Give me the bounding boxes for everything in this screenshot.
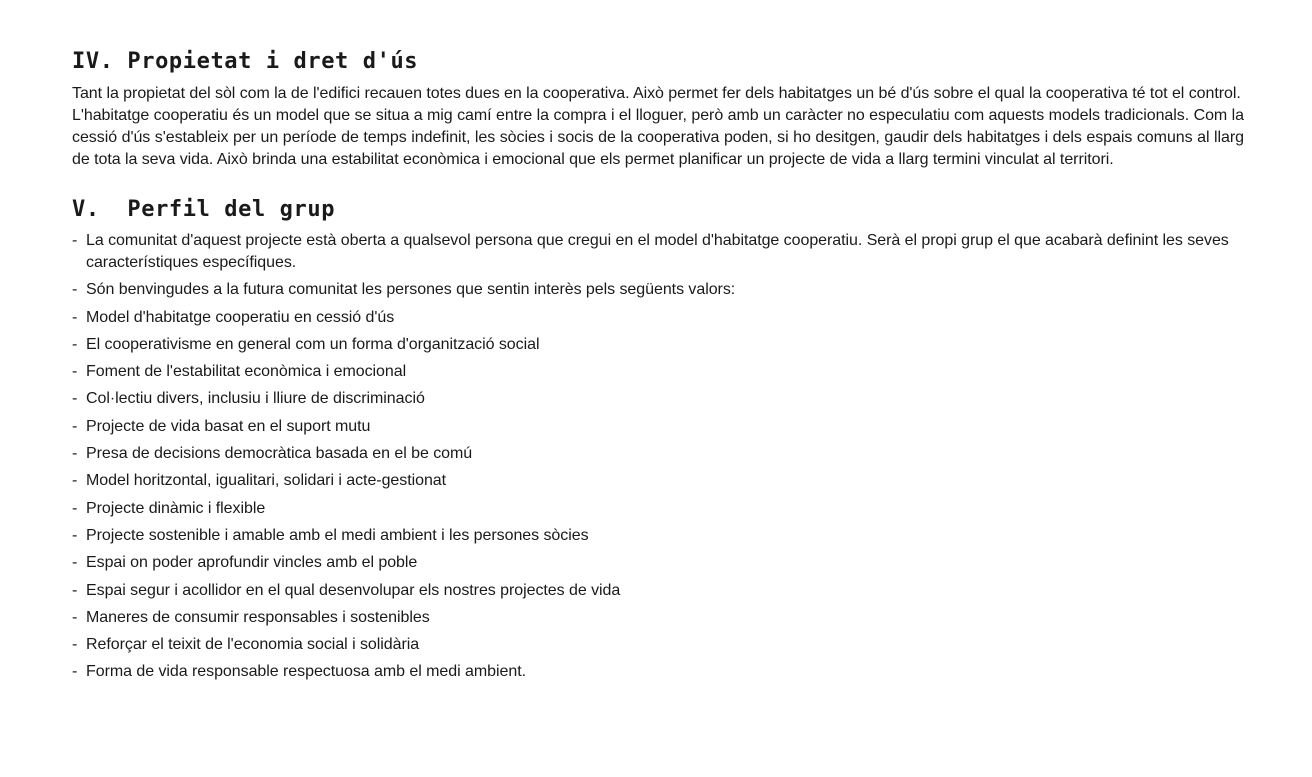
list-item	[72, 307, 1244, 329]
section-iv-paragraph: L'habitatge cooperatiu és un model que se situa a mig camí entre la compra i el lloguer, però amb un caràcter no especulatiu com aquests models tradicionals. Com la cessió d'ús s'estableix per un període de temps indefinit, les sòcies i socis de la cooperativa poden, si ho desitgen, gaudir dels habitatges i dels espais comuns al llarg de tota la seva vida. Això brinda una estabilitat econòmica i emocional que els permet planificar un projecte de vida a llarg termini vinculat al territori.	[72, 107, 1244, 168]
bullet-dash: -	[72, 581, 78, 599]
list-item	[72, 279, 1244, 301]
bullet-dash: -	[72, 363, 78, 381]
bullet-dash: -	[72, 417, 78, 435]
bullet-dash: -	[72, 281, 78, 299]
bullet-dash: -	[72, 554, 78, 572]
list-item	[72, 552, 1244, 574]
list-item	[72, 334, 1244, 356]
list-item	[72, 361, 1244, 383]
bullet-dash: -	[72, 499, 78, 517]
list-item	[72, 661, 1244, 683]
section-iv-paragraph: Tant la propietat del sòl com la de l'edifici recauen totes dues en la cooperativa. Això permet fer dels habitatges un bé d'ús sobre el qual la cooperativa té tot el control.	[72, 85, 1241, 102]
list-item	[72, 634, 1244, 656]
section-iv-heading: IV. Propietat i dret d'ús	[72, 49, 419, 74]
document-page	[72, 0, 1244, 689]
bullet-dash: -	[72, 445, 78, 463]
list-item	[72, 607, 1244, 629]
list-item-text: Model horitzontal, igualitari, solidari i acte-gestionat	[86, 472, 447, 490]
list-item	[72, 580, 1244, 602]
list-item-text: Col·lectiu divers, inclusiu i lliure de discriminació	[86, 390, 425, 408]
bullet-dash: -	[72, 526, 78, 544]
bullet-dash: -	[72, 663, 78, 681]
group-profile-list	[72, 230, 1244, 683]
list-item	[72, 388, 1244, 410]
list-item	[72, 416, 1244, 438]
list-item	[72, 498, 1244, 520]
bullet-dash: -	[72, 390, 78, 408]
list-item-text: Projecte sostenible i amable amb el medi ambient i les persones sòcies	[86, 526, 589, 544]
list-item-text: Projecte dinàmic i flexible	[86, 499, 266, 517]
list-item-text: La comunitat d'aquest projecte està oberta a qualsevol persona que cregui en el model d'habitatge cooperatiu. Serà el propi grup el que acabarà definint les seves característiques específiques.	[86, 232, 1229, 271]
list-item-text: Espai on poder aprofundir vincles amb el poble	[86, 554, 418, 572]
list-item-text: Reforçar el teixit de l'economia social i solidària	[86, 636, 420, 654]
list-item-text: Maneres de consumir responsables i sostenibles	[86, 608, 430, 626]
bullet-dash: -	[72, 608, 78, 626]
bullet-dash: -	[72, 335, 78, 353]
list-item	[72, 230, 1244, 274]
list-item-text: Forma de vida responsable respectuosa amb el medi ambient.	[86, 663, 526, 681]
section-v-heading: V. Perfil del grup	[72, 197, 336, 222]
list-item-text: Són benvingudes a la futura comunitat les persones que sentin interès pels següents valors:	[86, 281, 736, 299]
list-item-text: Foment de l'estabilitat econòmica i emocional	[86, 363, 407, 381]
list-item-text: El cooperativisme en general com un forma d'organització social	[86, 335, 540, 353]
list-item	[72, 470, 1244, 492]
list-item-text: Projecte de vida basat en el suport mutu	[86, 417, 371, 435]
bullet-dash: -	[72, 472, 78, 490]
list-item	[72, 443, 1244, 465]
bullet-dash: -	[72, 232, 78, 249]
list-item-text: Presa de decisions democràtica basada en el be comú	[86, 445, 473, 463]
bullet-dash: -	[72, 636, 78, 654]
list-item-text: Espai segur i acollidor en el qual desenvolupar els nostres projectes de vida	[86, 581, 621, 599]
bullet-dash: -	[72, 308, 78, 326]
list-item	[72, 525, 1244, 547]
list-item-text: Model d'habitatge cooperatiu en cessió d'ús	[86, 308, 395, 326]
